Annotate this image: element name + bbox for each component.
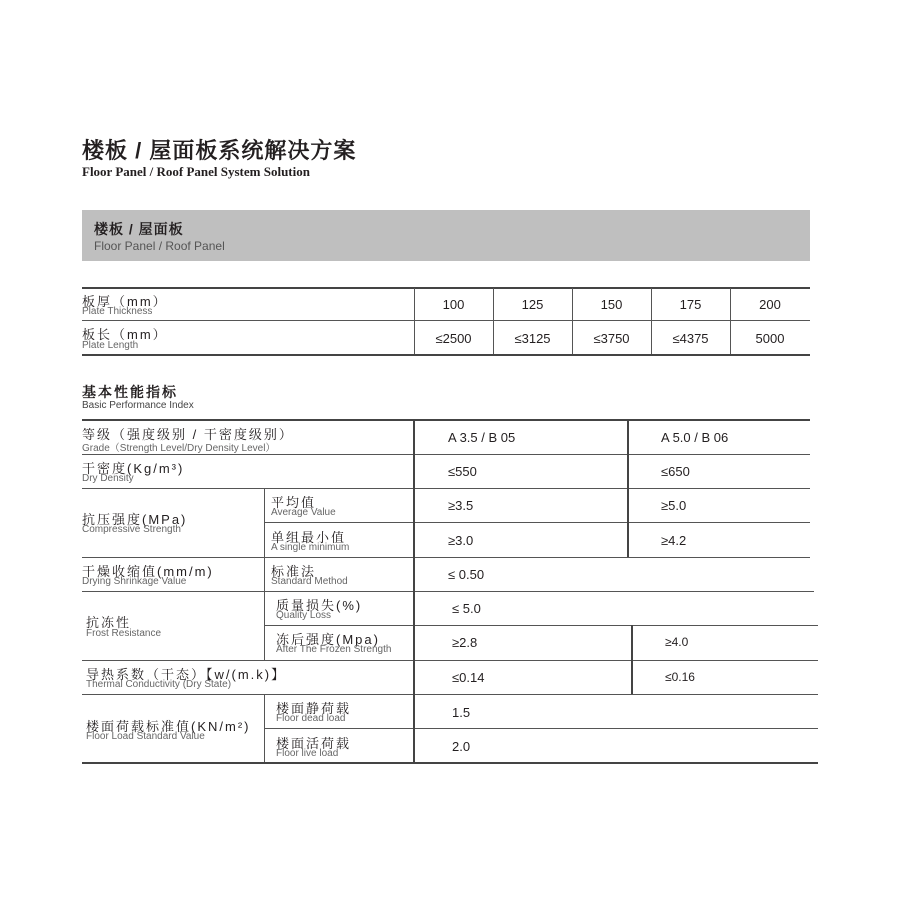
density-label: 干密度(Kg/m³) — [82, 461, 185, 476]
frost-label: 抗冻性 — [86, 615, 132, 630]
page-title: 楼板 / 屋面板系统解决方案 — [82, 138, 357, 163]
dead-load-label-en: Floor dead load — [276, 713, 346, 724]
length-value: 5000 — [755, 331, 785, 346]
thickness-value: 150 — [600, 297, 623, 312]
table-rule — [82, 488, 810, 489]
table-rule — [264, 522, 810, 523]
performance-subtitle: Basic Performance Index — [82, 400, 194, 411]
thickness-value: 175 — [679, 297, 702, 312]
table-rule — [264, 728, 818, 729]
table-rule — [82, 454, 810, 455]
table-divider — [264, 591, 265, 660]
table-rule — [82, 354, 810, 356]
frozen-strength-label-en: After The Frozen Strength — [276, 644, 392, 655]
live-load-label-en: Floor live load — [276, 748, 339, 759]
density-value-a: ≤550 — [448, 464, 477, 479]
band-subtitle: Floor Panel / Roof Panel — [94, 239, 225, 253]
average-label-en: Average Value — [271, 507, 336, 518]
quality-loss-value: ≤ 5.0 — [452, 601, 481, 616]
dead-load-value: 1.5 — [452, 705, 471, 720]
thermal-label-en: Thermal Conductivity (Dry State) — [86, 679, 232, 690]
density-value-b: ≤650 — [661, 464, 690, 479]
thickness-label: 板厚（mm） — [82, 294, 168, 309]
method-label-en: Standard Method — [271, 576, 348, 587]
table-rule — [82, 591, 814, 592]
thickness-value: 125 — [521, 297, 544, 312]
length-value: ≤3125 — [514, 331, 551, 346]
minimum-value-b: ≥4.2 — [661, 533, 687, 548]
compressive-label-en: Compressive Strength — [82, 524, 181, 535]
frozen-strength-value-b: ≥4.0 — [665, 635, 689, 649]
shrinkage-value: ≤ 0.50 — [448, 567, 485, 582]
frozen-strength-label: 冻后强度(Mpa) — [276, 632, 380, 647]
table-rule — [82, 419, 810, 421]
minimum-label: 单组最小值 — [271, 530, 347, 545]
table-divider — [627, 420, 629, 557]
thickness-label-en: Plate Thickness — [82, 306, 153, 317]
live-load-label: 楼面活荷载 — [276, 736, 352, 751]
table-divider — [631, 625, 633, 694]
thickness-value: 100 — [442, 297, 465, 312]
grade-label-en: Grade（Strength Level/Dry Density Level） — [82, 443, 276, 454]
table-rule — [82, 320, 810, 321]
quality-loss-label-en: Quality Loss — [276, 610, 332, 621]
grade-value-b: A 5.0 / B 06 — [661, 430, 729, 445]
compressive-label: 抗压强度(MPa) — [82, 512, 188, 527]
minimum-label-en: A single minimum — [271, 542, 350, 553]
page-subtitle: Floor Panel / Roof Panel System Solution — [82, 164, 310, 179]
average-label: 平均值 — [271, 495, 317, 510]
length-label-en: Plate Length — [82, 340, 139, 351]
table-rule — [82, 660, 818, 661]
table-rule — [82, 762, 818, 764]
section-band — [82, 210, 810, 261]
table-divider — [264, 488, 265, 557]
frozen-strength-value-a: ≥2.8 — [452, 635, 478, 650]
method-label: 标准法 — [271, 564, 317, 579]
performance-title: 基本性能指标 — [82, 384, 178, 400]
length-value: ≤2500 — [435, 331, 472, 346]
length-value: ≤3750 — [593, 331, 630, 346]
average-value-b: ≥5.0 — [661, 498, 687, 513]
floor-load-label-en: Floor Load Standard Value — [86, 731, 205, 742]
minimum-value-a: ≥3.0 — [448, 533, 474, 548]
table-rule — [82, 287, 810, 289]
length-label: 板长（mm） — [82, 327, 168, 342]
dead-load-label: 楼面静荷载 — [276, 701, 352, 716]
shrinkage-label: 干燥收缩值(mm/m) — [82, 564, 214, 579]
table-rule — [82, 557, 810, 558]
table-rule — [82, 694, 818, 695]
table-rule — [264, 625, 818, 626]
band-title: 楼板 / 屋面板 — [94, 221, 184, 237]
quality-loss-label: 质量损失(%) — [276, 598, 363, 613]
grade-label: 等级（强度级别 / 干密度级别） — [82, 427, 294, 442]
table-divider — [413, 420, 415, 762]
thermal-value-b: ≤0.16 — [665, 670, 695, 684]
thickness-value: 200 — [759, 297, 781, 312]
length-value: ≤4375 — [672, 331, 709, 346]
table-divider — [264, 694, 265, 762]
live-load-value: 2.0 — [452, 739, 471, 754]
thermal-label: 导热系数（干态）【w/(m.k)】 — [86, 667, 287, 682]
density-label-en: Dry Density — [82, 473, 134, 484]
shrinkage-label-en: Drying Shrinkage Value — [82, 576, 187, 587]
table-divider — [264, 557, 265, 591]
floor-load-label: 楼面荷载标准值(KN/m²) — [86, 719, 251, 734]
thermal-value-a: ≤0.14 — [452, 670, 485, 685]
average-value-a: ≥3.5 — [448, 498, 474, 513]
frost-label-en: Frost Resistance — [86, 628, 162, 639]
grade-value-a: A 3.5 / B 05 — [448, 430, 516, 445]
